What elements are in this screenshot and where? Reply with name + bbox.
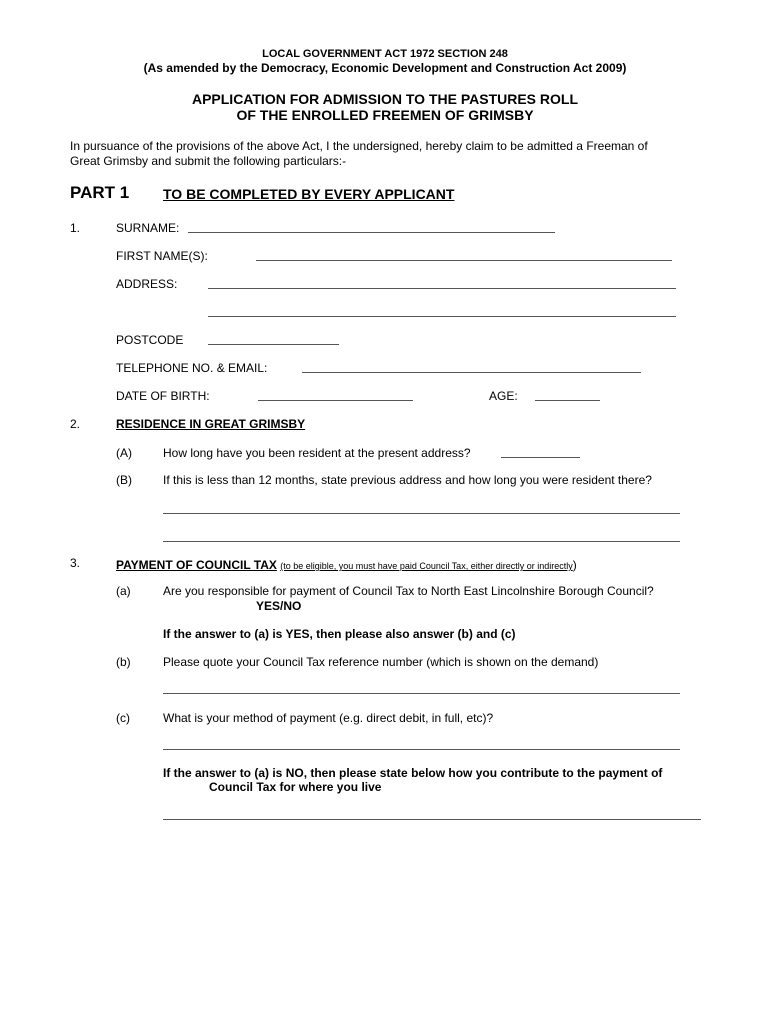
intro-line2: Great Grimsby and submit the following particulars:- — [70, 154, 347, 168]
eligibility-note-close: ) — [572, 558, 577, 572]
age-field[interactable] — [535, 400, 600, 401]
council-tax-c-question: What is your method of payment (e.g. direct debit, in full, etc)? — [163, 711, 494, 725]
part-label: PART 1 — [70, 183, 130, 202]
part-heading: TO BE COMPLETED BY EVERY APPLICANT — [163, 186, 455, 202]
residence-b-question: If this is less than 12 months, state previous address and how long you were resident there? — [163, 473, 652, 487]
if-no-instruction-line1: If the answer to (a) is NO, then please state below how you contribute to the payment of — [163, 766, 663, 780]
amendment-note: (As amended by the Democracy, Economic Development and Construction Act 2009) — [143, 61, 627, 75]
previous-address-field-line2[interactable] — [163, 541, 680, 542]
if-yes-instruction: If the answer to (a) is YES, then please also answer (b) and (c) — [163, 627, 516, 641]
previous-address-field-line1[interactable] — [163, 513, 680, 514]
intro-line1: In pursuance of the provisions of the above Act, I the undersigned, hereby claim to be admitted a Freeman of — [70, 139, 648, 153]
first-names-field[interactable] — [256, 260, 672, 261]
address-label: ADDRESS: — [116, 277, 178, 291]
surname-field[interactable] — [188, 232, 555, 233]
section-number-3: 3. — [70, 556, 81, 570]
council-tax-heading: PAYMENT OF COUNCIL TAX — [116, 558, 277, 572]
telephone-email-label: TELEPHONE NO. & EMAIL: — [116, 361, 268, 375]
surname-label: SURNAME: — [116, 221, 180, 235]
residence-a-question: How long have you been resident at the present address? — [163, 446, 471, 460]
payment-method-field[interactable] — [163, 749, 680, 750]
council-tax-a-question: Are you responsible for payment of Council Tax to North East Lincolnshire Borough Council? — [163, 584, 654, 598]
telephone-email-field[interactable] — [302, 372, 641, 373]
council-tax-heading-row — [116, 556, 577, 574]
postcode-label: POSTCODE — [116, 333, 184, 347]
council-tax-b-label: (b) — [116, 655, 131, 669]
date-of-birth-label: DATE OF BIRTH: — [116, 389, 210, 403]
residence-b-label: (B) — [116, 473, 132, 487]
contribution-field[interactable] — [163, 819, 701, 820]
section-number-2: 2. — [70, 417, 81, 431]
first-names-label: FIRST NAME(S): — [116, 249, 208, 263]
council-tax-b-question: Please quote your Council Tax reference number (which is shown on the demand) — [163, 655, 599, 669]
form-title-line2: OF THE ENROLLED FREEMEN OF GRIMSBY — [236, 107, 534, 123]
act-reference: LOCAL GOVERNMENT ACT 1972 SECTION 248 — [262, 48, 508, 60]
postcode-field[interactable] — [208, 344, 339, 345]
eligibility-note: (to be eligible, you must have paid Council Tax, either directly or indirectly — [280, 561, 573, 571]
section-number-1: 1. — [70, 221, 81, 235]
council-tax-reference-field[interactable] — [163, 693, 680, 694]
residence-a-label: (A) — [116, 446, 132, 460]
if-no-instruction-line2: Council Tax for where you live — [209, 780, 382, 794]
form-title-line1: APPLICATION FOR ADMISSION TO THE PASTURES ROLL — [191, 91, 579, 107]
council-tax-c-label: (c) — [116, 711, 130, 725]
age-label: AGE: — [489, 389, 518, 403]
residence-heading: RESIDENCE IN GREAT GRIMSBY — [116, 417, 306, 431]
residence-duration-field[interactable] — [501, 457, 580, 458]
address-field-line2[interactable] — [208, 316, 676, 317]
address-field-line1[interactable] — [208, 288, 676, 289]
yes-no-option[interactable]: YES/NO — [256, 599, 302, 613]
council-tax-a-label: (a) — [116, 584, 131, 598]
date-of-birth-field[interactable] — [258, 400, 413, 401]
